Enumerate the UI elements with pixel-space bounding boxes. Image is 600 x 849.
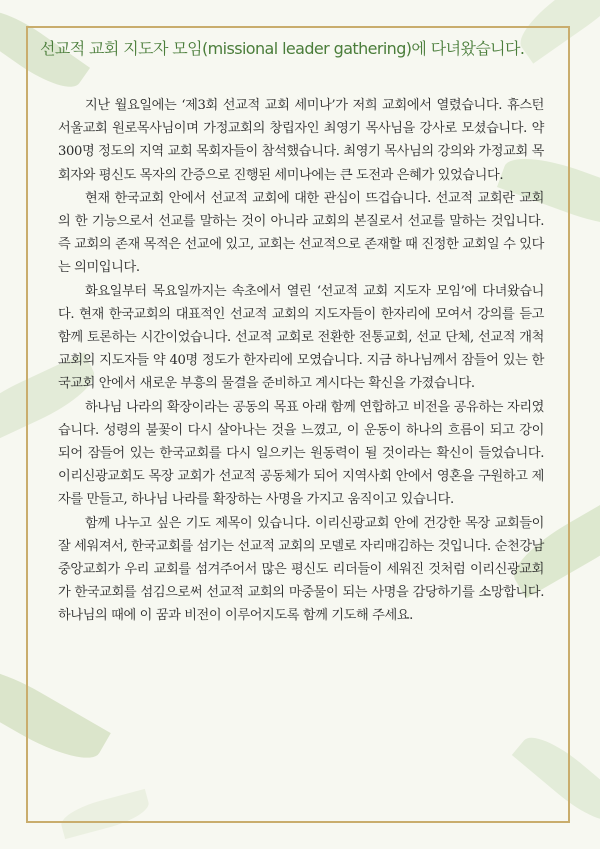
paragraph: 지난 월요일에는 ‘제3회 선교적 교회 세미나’가 저희 교회에서 열렸습니다. 휴스턴 서울교회 원로목사님이며 가정교회의 창립자인 최영기 목사님을 강사로 모셨습니다. 약 300명 정도의 지역 교회 목회자들이 참석했습니다. 최영기 목사님의 강의와 가정교회 목회자와 평신도 목자의 간증으로 진행된 세미나에는 큰 도전과 은혜가 있었습니다. bbox=[58, 98, 544, 183]
paragraph: 화요일부터 목요일까지는 속초에서 열린 ‘선교적 교회 지도자 모임’에 다녀왔습니다. 현재 한국교회의 대표적인 선교적 교회의 지도자들이 한자리에 모여서 강의를 듣고 함께 토론하는 시간이었습니다. 선교적 교회로 전환한 전통교회, 선교 단체, 선교적 개척교회의 지도자들 약 40명 정도가 한자리에 모였습니다. 지금 하나님께서 잠들어 있는 한국교회 안에서 새로운 부흥의 물결을 준비하고 계시다는 확신을 가졌습니다. bbox=[58, 283, 544, 392]
article-body bbox=[58, 94, 544, 628]
paragraph: 함께 나누고 싶은 기도 제목이 있습니다. 이리신광교회 안에 건강한 목장 교회들이 잘 세워져서, 한국교회를 섬기는 선교적 교회의 모델로 자리매김하는 것입니다. 순천강남중앙교회가 우리 교회를 섬겨주어서 많은 평신도 리더들이 세워진 것처럼 이리신광교회가 한국교회를 섬김으로써 선교적 교회의 마중물이 되는 사명을 감당하기를 소망합니다. 하나님의 때에 이 꿈과 비전이 이루어지도록 함께 기도해 주세요. bbox=[58, 515, 544, 624]
paragraph: 현재 한국교회 안에서 선교적 교회에 대한 관심이 뜨겁습니다. 선교적 교회란 교회의 한 기능으로서 선교를 말하는 것이 아니라 교회의 본질로서 선교를 말하는 것입니다. 즉 교회의 존재 목적은 선교에 있고, 교회는 선교적으로 존재할 때 진정한 교회일 수 있다는 의미입니다. bbox=[58, 190, 544, 276]
paragraph: 하나님 나라의 확장이라는 공동의 목표 아래 함께 연합하고 비전을 공유하는 자리였습니다. 성령의 불꽃이 다시 살아나는 것을 느꼈고, 이 운동이 하나의 흐름이 되고 강이 되어 잠들어 있는 한국교회를 다시 일으키는 원동력이 될 것이라는 확신이 들었습니다. 이리신광교회도 목장 교회가 선교적 공동체가 되어 지역사회 안에서 영혼을 구원하고 제자를 만들고, 하나님 나라를 확장하는 사명을 가지고 움직이고 있습니다. bbox=[58, 399, 544, 508]
page-title: 선교적 교회 지도자 모임(missional leader gathering)에 다녀왔습니다. bbox=[40, 39, 525, 58]
